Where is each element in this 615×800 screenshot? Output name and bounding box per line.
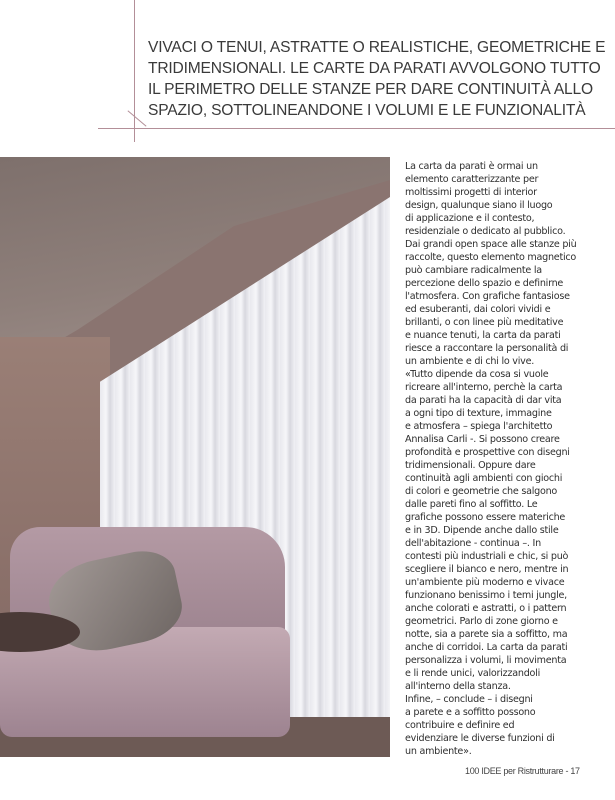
body-line: profondità e prospettive con disegni (405, 447, 570, 458)
body-line: contribuire e definire ed (405, 720, 515, 731)
body-text (405, 160, 610, 758)
body-line: ed esuberanti, dai colori vividi e (405, 304, 551, 315)
body-line: può cambiare radicalmente la (405, 265, 542, 276)
body-line: dell'abitazione - continua –. In (405, 538, 541, 549)
headline-line: IL PERIMETRO DELLE STANZE PER DARE CONTINUITÀ ALLO (148, 81, 593, 98)
body-line: e in 3D. Dipende anche dallo stile (405, 525, 559, 536)
body-line: personalizza i volumi, li movimenta (405, 655, 567, 666)
body-line: l'atmosfera. Con grafiche fantasiose (405, 291, 570, 302)
body-line: tridimensionali. Oppure dare (405, 460, 536, 471)
body-line: dalle pareti fino al soffitto. Le (405, 499, 538, 510)
body-line: design, qualunque siano il luogo (405, 200, 553, 211)
body-line: e atmosfera – spiega l'architetto (405, 421, 553, 432)
body-line: un'ambiente più moderno e vivace (405, 577, 565, 588)
body-line: di applicazione e il contesto, (405, 213, 535, 224)
headline-line: SPAZIO, SOTTOLINEANDONE I VOLUMI E LE FUNZIONALITÀ (148, 102, 586, 119)
body-line: evidenziare le diverse funzioni di (405, 733, 555, 744)
body-line: «Tutto dipende da cosa si vuole (405, 369, 549, 380)
body-line: Dai grandi open space alle stanze più (405, 239, 577, 250)
body-line: a parete e a soffitto possono (405, 707, 536, 718)
body-line: brillanti, o con linee più meditative (405, 317, 564, 328)
body-line: raccolte, questo elemento magnetico (405, 252, 577, 263)
body-line: elemento caratterizzante per (405, 174, 539, 185)
body-line: riesce a raccontare la personalità di (405, 343, 569, 354)
body-line: percezione dello spazio e definirne (405, 278, 564, 289)
body-line: e li rende unici, valorizzandoli (405, 668, 540, 679)
body-line: moltissimi progetti di interior (405, 187, 537, 198)
body-line: di colori e geometrie che salgono (405, 486, 558, 497)
headline-line: VIVACI O TENUI, ASTRATTE O REALISTICHE, GEOMETRICHE E (148, 39, 606, 56)
headline (148, 37, 608, 121)
crop-mark-horizontal (98, 128, 615, 129)
body-line: geometrici. Parlo di zone giorno e (405, 616, 558, 627)
body-line: La carta da parati è ormai un (405, 161, 538, 172)
living-room-photo (0, 157, 390, 757)
body-line: e nuance tenuti, la carta da parati (405, 330, 561, 341)
body-line: funzionano benissimo i temi jungle, (405, 590, 567, 601)
body-line: ricreare all'interno, perchè la carta (405, 382, 563, 393)
crop-mark-diagonal (127, 110, 146, 126)
body-line: scegliere il bianco e nero, mentre in (405, 564, 569, 575)
body-line: all'interno della stanza. (405, 681, 511, 692)
body-line: un ambiente». (405, 746, 472, 757)
body-line: grafiche possono essere materiche (405, 512, 566, 523)
page-folio: 100 IDEE per Ristrutturare - 17 (465, 766, 580, 776)
body-line: da parati ha la capacità di dar vita (405, 395, 562, 406)
body-line: notte, sia a parete sia a soffitto, ma (405, 629, 568, 640)
body-line: anche colorati e astratti, o i pattern (405, 603, 567, 614)
body-line: continuità agli ambienti con giochi (405, 473, 563, 484)
crop-mark-vertical (134, 0, 135, 142)
body-line: anche di corridoi. La carta da parati (405, 642, 568, 653)
body-line: Annalisa Carli -. Si possono creare (405, 434, 560, 445)
body-line: a ogni tipo di texture, immagine (405, 408, 552, 419)
body-line: residenziale o dedicato al pubblico. (405, 226, 566, 237)
body-line: un ambiente e di chi lo vive. (405, 356, 535, 367)
headline-line: TRIDIMENSIONALI. LE CARTE DA PARATI AVVOLGONO TUTTO (148, 60, 601, 77)
body-line: contesti più industriali e chic, si può (405, 551, 569, 562)
body-line: Infine, – conclude – i disegni (405, 694, 533, 705)
